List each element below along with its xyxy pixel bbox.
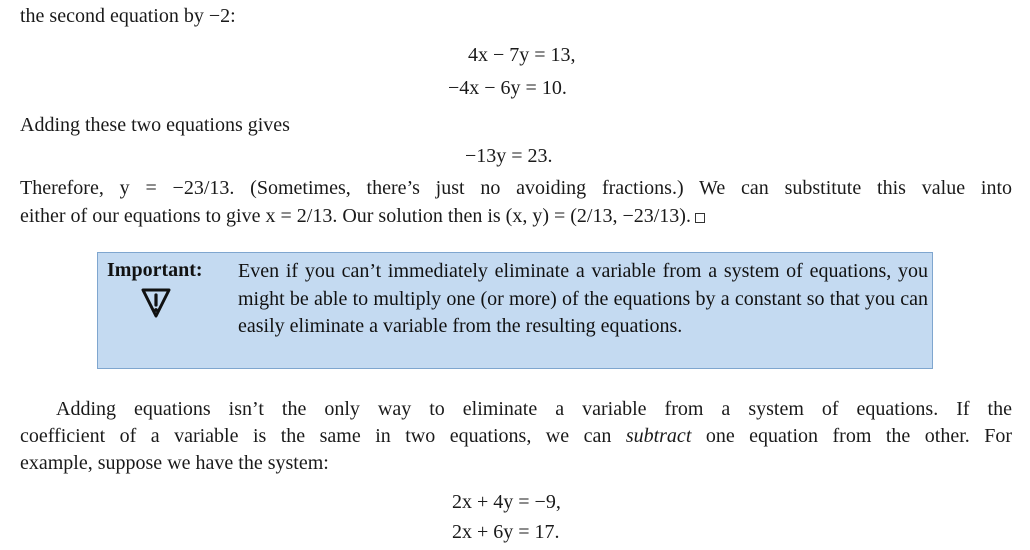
subtract-line-1: Adding equations isn’t the only way to eliminate a variable from a system of equations. If the — [56, 398, 1012, 420]
callout-text: Even if you can’t immediately eliminate a variable from a system of equations, you might be able to multiply one (or more) of the equations by a constant so that you can easily eliminate a variable from the resulting equations. — [238, 260, 928, 337]
system2-eq1: 2x + 4y = −9, — [452, 491, 561, 513]
system2-eq2: 2x + 6y = 17. — [452, 521, 560, 543]
subtract-emphasis: subtract — [625, 425, 692, 447]
adding-line: Adding these two equations gives — [20, 114, 290, 136]
result-equation: −13y = 23. — [465, 145, 553, 167]
callout-label: Important: — [107, 259, 203, 281]
system1-eq2: −4x − 6y = 10. — [448, 77, 567, 99]
system1-eq1: 4x − 7y = 13, — [468, 44, 576, 66]
warning-triangle-icon — [139, 286, 173, 320]
qed-box-icon — [695, 213, 705, 223]
subtract-line-2: coefficient of a variable is the same in two equations, we can subtract one equation from the other. For — [20, 425, 1012, 447]
intro-line: the second equation by −2: — [20, 5, 236, 27]
therefore-line-2: either of our equations to give x = 2/13. Our solution then is (x, y) = (2/13, −23/13). — [20, 204, 705, 228]
important-callout — [97, 252, 933, 369]
subtract-line-3: example, suppose we have the system: — [20, 452, 329, 474]
therefore-line-1: Therefore, y = −23/13. (Sometimes, there’s just no avoiding fractions.) We can substitute this value into — [20, 177, 1012, 199]
